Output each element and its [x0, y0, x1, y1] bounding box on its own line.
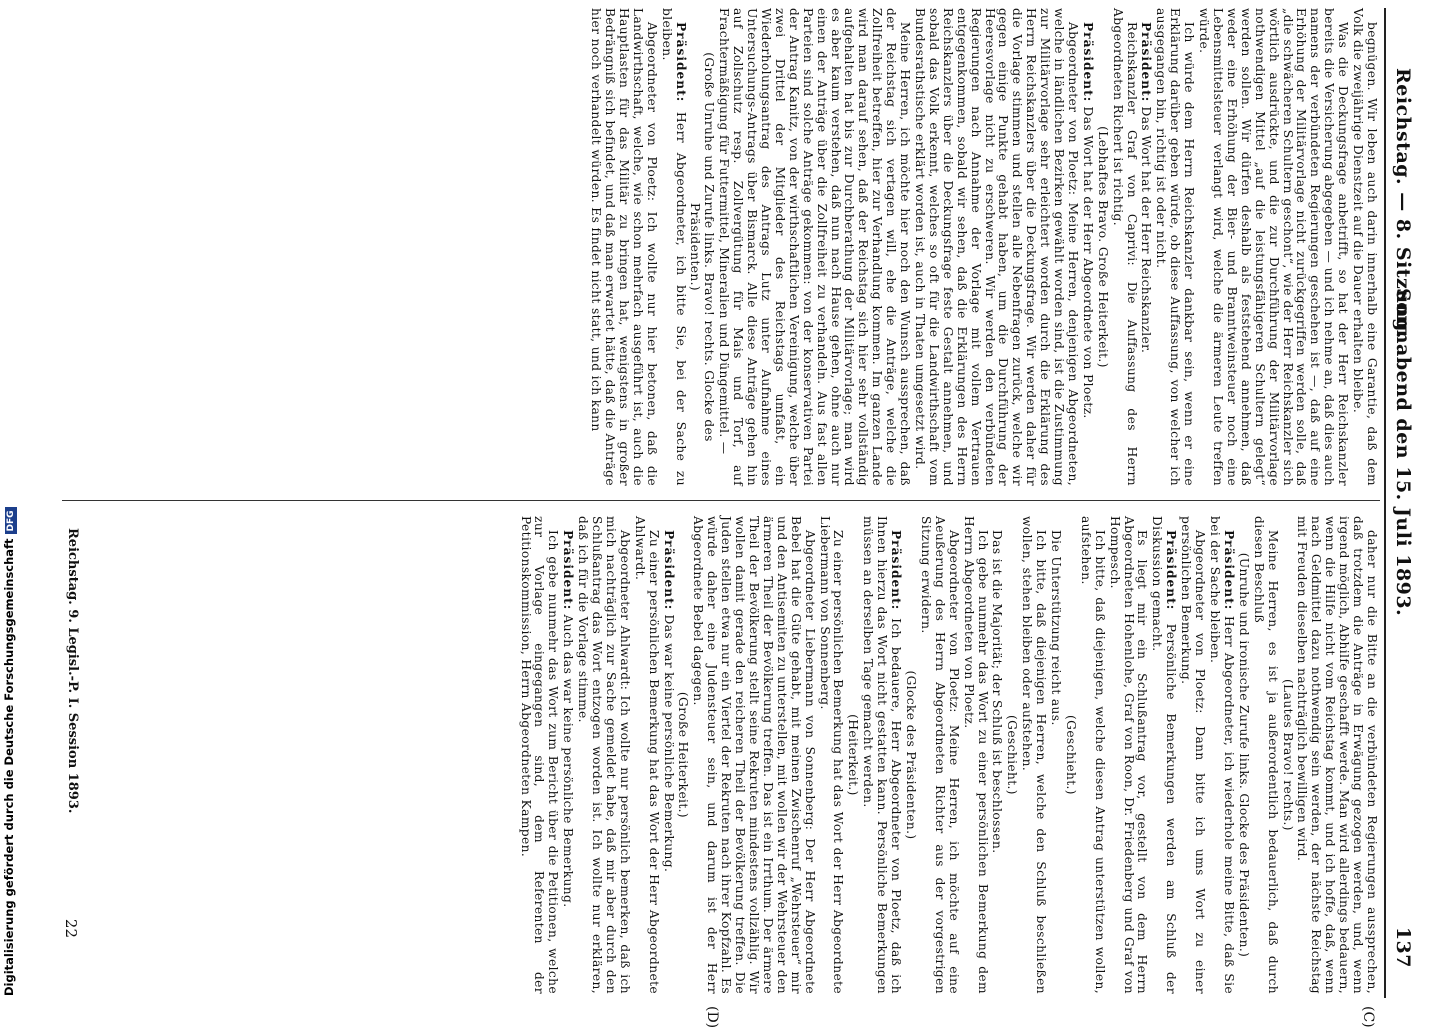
- paragraph: (Geschieht.): [1005, 715, 1020, 795]
- speaker-label: Präsident:: [673, 22, 688, 103]
- header-session: Reichstag. — 8. Sitzung.: [1392, 68, 1414, 339]
- paragraph: [860, 516, 902, 994]
- paragraph: [918, 516, 960, 994]
- speaker-label: Präsident:: [1139, 22, 1154, 103]
- paragraph: [912, 8, 1079, 486]
- speaker-label: Präsident:: [561, 530, 576, 611]
- paragraph: [1048, 516, 1062, 994]
- paragraph-text: Die Unterstützung reicht aus.: [1049, 530, 1064, 726]
- paragraph: [1110, 8, 1138, 486]
- paragraph-text: Herr Abgeordneter, ich bitte Sie, bei der Sache zu bleiben.: [659, 8, 688, 486]
- credit-text: Digitalisierung gefördert durch die Deutsche Forschungsgemeinschaft: [2, 538, 16, 996]
- paragraph-text: Zu einer persönlichen Bemerkung hat das Wort der Herr Abgeordnete Ahlwardt.: [632, 516, 661, 994]
- paragraph: [1019, 516, 1047, 994]
- paragraph-text: Abgeordneter von Ploetz: Meine Herren, denjenigen Abgeordneten, welche in ländlichen Bezirken gewählt worden sind, ist die Zustimmung zur Militärvorlage sehr erleichtert worden durch die Erklärung des Herrn Reichskanzlers über die Deckungsfrage. Wir werden daher für die Vorlage stimmen und stellen alle Nebenfragen zurück, welche wir gegen einige Punkte gehabt haben, um die Durchführung der Heeresvorlage nicht zu erschweren. Wir werden den verbündeten Regierungen nach Annahme der Vorlage mit vollem Vertrauen entgegenkommen, sobald wir sehen, daß die Erklärungen des Herrn Reichskanzlers über die Deckungsfrage feste Gestalt annehmen, und sobald das Volk erkennt, welches so oft für die Landwirthschaft vom Bundesrathstische erklärt worden ist, auch in Thaten umgesetzt wird.: [913, 8, 1080, 486]
- speaker-label: Präsident:: [1221, 530, 1236, 611]
- paragraph: (Große Unruhe und Zurufe links. Bravo! rechts. Glocke des Präsidenten.): [688, 52, 717, 442]
- paragraph-text: Abgeordneter Ahlwardt: Ich wollte nur persönlich bemerken, daß ich mich nachträglich zur Sache gemeldet habe, daß mir aber durch den Schlußantrag das Wort entzogen worden ist. Ich wollte nur erklären, daß ich für die Vorlage stimme.: [576, 516, 632, 994]
- page-number: 137: [1392, 926, 1414, 968]
- paragraph: [518, 516, 560, 994]
- left-column: [587, 8, 1378, 486]
- footer-page-number: 22: [62, 918, 80, 938]
- paragraph-text: Meine Herren, es ist ja außerordentlich bedauerlich, daß durch diesen Beschluß: [1251, 516, 1280, 994]
- paragraph: [632, 516, 660, 994]
- speaker-label: Präsident:: [661, 530, 676, 611]
- paragraph: [1150, 516, 1178, 994]
- paragraph: [1295, 516, 1378, 994]
- paragraph: [560, 516, 574, 994]
- paragraph: [1196, 8, 1349, 486]
- column-separator: [62, 500, 1380, 501]
- paragraph-text: Reichskanzler Graf von Caprivi: Die Auffassung des Herrn Abgeordneten Richert ist richtig.: [1110, 8, 1139, 486]
- paragraph-text: Was die Deckungsfrage anbetrifft, so hat der Herr Reichskanzler bereits die Versicherung abgegeben — und ich nehme an, daß dies auch namens der verbündeten Regierungen geschehen ist —, daß auf eine Erhöhung der Militärvorlage nicht zurückgegriffen werden solle, daß „die schwächeren Schultern geschont“, wie der Herr Reichskanzler sich wörtlich ausdrückte, und die zur Durchführung der Militärvorlage nothwendigen Mittel „auf die leistungsfähigeren Schultern gelegt“ werden sollen. Wir dürfen deshalb als feststehend annehmen, daß weder eine Erhöhung der Bier- und Branntweinsteuer noch eine Lebensmittelsteuer verlangt wird, welche die ärmeren Leute treffen würde.: [1197, 8, 1351, 486]
- paragraph: [1154, 8, 1196, 486]
- dfg-logo: DFG: [5, 507, 17, 534]
- paragraph: (Glocke des Präsidenten.): [904, 670, 918, 840]
- paragraph-text: Das Wort hat der Herr Reichskanzler.: [1139, 102, 1154, 354]
- speaker-label: Präsident:: [1080, 22, 1095, 103]
- rotated-page-content: [52, 8, 1420, 1028]
- paragraph-text: begnügen. Wir leben auch darin innerhalb eine Garantie, daß dem Volk die zweijährige Dienstzeit auf die Dauer erhalten bleibe.: [1351, 8, 1379, 486]
- paragraph: [659, 8, 687, 486]
- paragraph: (Geschieht.): [1063, 715, 1078, 795]
- paragraph-text: Persönliche Bemerkungen werden am Schluß der Diskussion gemacht.: [1150, 516, 1179, 994]
- paragraph: (Lebhaftes Bravo. Große Heiterkeit.): [1095, 126, 1110, 368]
- paragraph-text: Zu einer persönlichen Bemerkung hat das Wort der Herr Abgeordnete Liebermann von Sonnenberg.: [817, 516, 846, 994]
- paragraph: [691, 516, 816, 994]
- speaker-label: Präsident:: [1164, 530, 1179, 611]
- paragraph-text: Das war keine persönliche Bemerkung.: [661, 610, 676, 873]
- right-column: [517, 516, 1378, 994]
- paragraph-text: Ich bedauere, Herr Abgeordneter von Ploetz, daß ich Ihnen hierzu das Wort nicht gestatten kann. Persönliche Bemerkungen müssen an derselben Tage gemacht werden.: [861, 516, 904, 994]
- paragraph-text: Meine Herren, ich möchte hier noch den Wunsch aussprechen, daß der Reichstag sich vertagen will, ehe die Anträge, welche die Zollfreiheit betreffen, hier zur Verhandlung kommen. Im ganzen Lande wird man darauf sehen, daß der Reichstag sich hier sehr vollständig aufgehalten hat bis zur Durchberathung der Militärvorlage; man wird es aber kaum verstehen, daß nun nach Hause gehen, ohne auch nur einen der Anträge über die Zollfreiheit zu verhandeln. Aus fast allen Parteien sind solche Anträge gekommen: von der konservativen Partei der Antrag Kanitz, von der wirthschaftlichen Vereinigung, welche über zwei Drittel der Mitglieder des Reichstags umfaßt, ein Wiederholungsantrag des Antrags Lutz unter Aufnahme eines Untersuchungs-Antrags über Bismarck. Alle diese Anträge gehen hin auf Zollschutz resp. Zollvergütung für Mais und Torf, auf Frachtermäßigung für Futtermittel, Mineralien und Düngemittel. —: [717, 8, 913, 486]
- digitization-credit: [2, 507, 17, 996]
- paragraph-text: Es liegt mir ein Schlußantrag vor, gestellt von dem Herrn Abgeordneten Hohenlohe, Graf von Roon, Dr. Friedenberg und Graf von Hompesch.: [1107, 516, 1150, 994]
- paragraph: [1207, 516, 1235, 994]
- paragraph-text: Ich gebe nunmehr das Wort zu einer persönlichen Bemerkung dem Herrn Abgeordneten von Ploetz.: [961, 516, 990, 994]
- paragraph: [661, 516, 675, 994]
- paragraph: [1078, 516, 1106, 994]
- speaker-label: Präsident:: [889, 530, 904, 611]
- paragraph: (Heiterkeit.): [846, 714, 861, 796]
- paragraph-text: Auch das war keine persönliche Bemerkung.: [561, 610, 576, 908]
- paragraph: (Große Heiterkeit.): [676, 691, 691, 819]
- paragraph-text: Ich gebe nunmehr das Wort zum Bericht über die Petitionen, welche zur Vorlage eingegangen sind, dem Referenten der Petitionskommission, Herrn Abgeordneten Kampen.: [518, 516, 561, 994]
- page-header: [1390, 8, 1420, 998]
- paragraph: [1080, 8, 1094, 486]
- paragraph: (Unruhe und ironische Zurufe links. Glocke des Präsidenten.): [1236, 552, 1251, 958]
- paragraph-text: Ich bitte, daß diejenigen Herren, welche den Schluß beschließen wollen, stehen bleiben oder aufstehen.: [1020, 516, 1049, 994]
- paragraph: (Lautes Bravo! rechts.): [1280, 679, 1295, 831]
- header-date: Sonnabend den 15. Juli 1893.: [1392, 288, 1414, 617]
- paragraph-text: Abgeordneter von Ploetz: Ich wollte nur hier betonen, daß die Landwirthschaft, welche, wie schon mehrfach ausgeführt ist, auch die Hauptlasten für das Militär zu bringen hat, wenigstens in großer Bedrängniß sich befindet, und daß man erwartet hätte, daß die Anträge hier noch verhandelt würden. Es findet nicht statt, und ich kann: [589, 8, 659, 486]
- paragraph: [1178, 516, 1206, 994]
- paragraph-text: Abgeordneter Liebermann von Sonnenberg: Der Herr Abgeordnete Bebel hat die Güte gehabt, mit meinen Zwischenruf „Wehrsteuer“ mir und den Antisemiten zu unterstellen, mit wollen wir der Wehrsteuer den ärmeren Theil der Bevölkerung treffen. Das ist ein Irrthum. Der ärmere Theil der Bevölkerung stellt seine Rekruten mindestens vollzählig. Wir wollen damit gerade den reicheren Theil der Bevölkerung treffen. Die Juden stellen etwa nur ein Viertel der Rekruten nach ihrer Kopfzahl. Es würde daher eine Judensteuer sein, und darum ist der Herr Abgeordnete Bebel dagegen.: [691, 516, 817, 994]
- paragraph: [575, 516, 631, 994]
- margin-mark-d: (D): [704, 1006, 720, 1028]
- paragraph: [1107, 516, 1149, 994]
- paragraph: [1350, 8, 1378, 486]
- header-rule: [1384, 8, 1386, 998]
- paragraph-text: Abgeordneter von Ploetz: Meine Herren, ich möchte auf eine Aeußerung des Herrn Abgeordneten Richter aus der vorgestrigen Sitzung erwidern.: [918, 516, 961, 994]
- paragraph: [1251, 516, 1279, 994]
- paragraph: [990, 516, 1004, 994]
- paragraph-text: Ich würde dem Herrn Reichskanzler dankbar sein, wenn er eine Erklärung darüber geben würde, ob diese Auffassung, von welcher ich ausgegangen bin, richtig ist oder nicht.: [1154, 8, 1197, 486]
- paragraph-text: Herr Abgeordneter, ich wiederhole meine Bitte, daß Sie bei der Sache bleiben.: [1208, 516, 1236, 994]
- footer-legislature: Reichstag. 9. Legisl.-P. I. Session 1893.: [65, 528, 80, 814]
- paragraph-text: Ich bitte, daß diejenigen, welche diesen Antrag unterstützen wollen, aufstehen.: [1078, 516, 1107, 994]
- paragraph: [817, 516, 845, 994]
- paragraph: [1139, 8, 1153, 486]
- paragraph: [588, 8, 658, 486]
- paragraph-text: daher nur die Bitte an die verbündeten Regierungen aussprechen, daß trotzdem die Anträge in Erwägung gezogen werden, und, wenn irgend möglich, Abhilfe geschafft werde. Man wird allerdings bedauern, wenn die Hilfe nicht vom Reichstag kommt, und ich hoffe, daß, wenn nach Geldmittel dazu nothwendig sein werden, der nächste Reichstag mit Freuden dieselben nachträglich bewilligen wird.: [1295, 516, 1379, 994]
- paragraph-text: Das Wort hat der Herr Abgeordnete von Ploetz.: [1080, 102, 1095, 419]
- paragraph: [961, 516, 989, 994]
- paragraph-text: Abgeordneter von Ploetz: Dann bitte ich ums Wort zu einer persönlichen Bemerkung.: [1179, 516, 1208, 994]
- margin-mark-c: (C): [1360, 1006, 1376, 1028]
- paragraph-text: Das ist die Majorität; der Schluß ist beschlossen.: [990, 530, 1005, 854]
- paragraph: [716, 8, 911, 486]
